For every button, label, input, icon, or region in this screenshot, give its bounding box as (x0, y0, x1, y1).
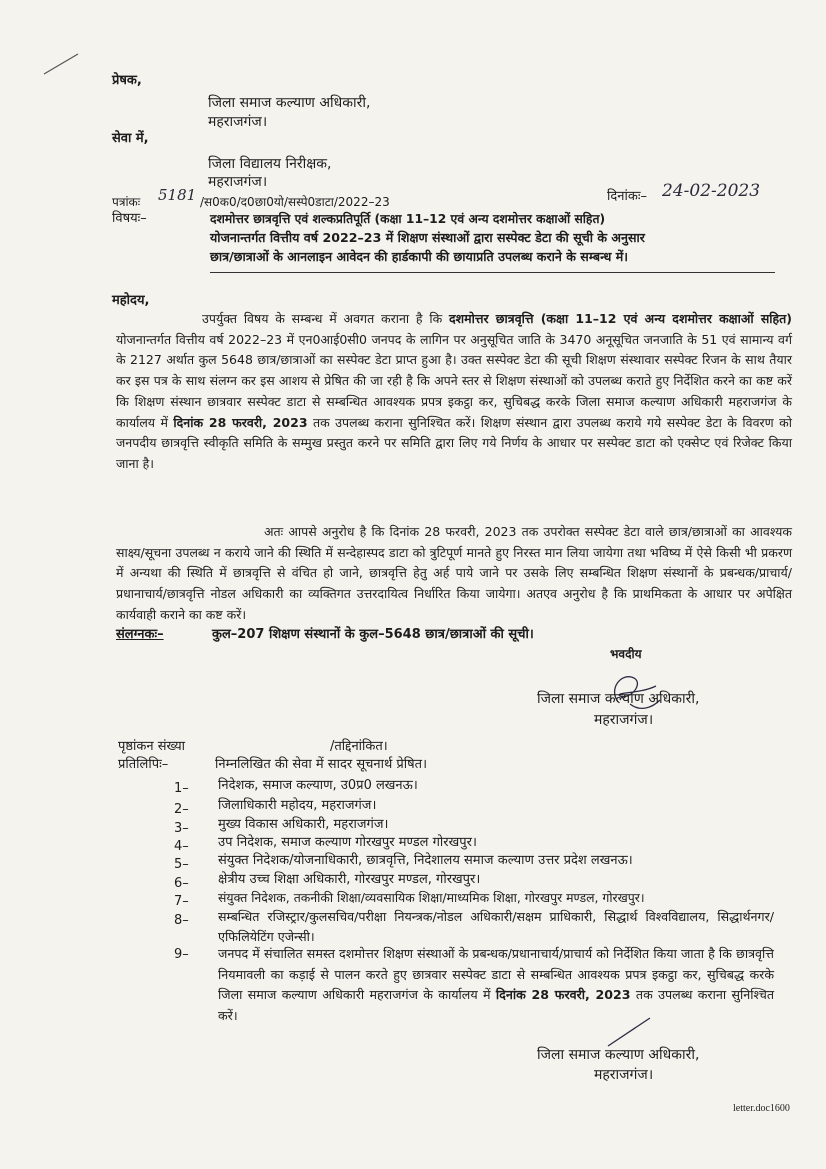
enclosure-label: संलग्नकः– (116, 627, 164, 642)
item-3-text: मुख्य विकास अधिकारी, महराजगंज। (218, 817, 389, 832)
sig2-line1: जिला समाज कल्याण अधिकारी, (537, 1047, 700, 1063)
p1-part-a: उपर्युक्त विषय के सम्बन्ध में अवगत कराना है कि (202, 311, 450, 326)
endorsement-number-label: पृष्ठांकन संख्या (118, 739, 186, 754)
signature-stroke (604, 1014, 654, 1050)
item-6-text: क्षेत्रीय उच्च शिक्षा अधिकारी, गोरखपुर मण्डल, गोरखपुर। (218, 872, 481, 887)
closing: भवदीय (610, 647, 642, 661)
paragraph-1 (116, 309, 792, 475)
subject-line3: छात्र/छात्राओं के आनलाइन आवेदन की हार्डकापी की छायाप्रति उपलब्ध कराने के सम्बन्ध में। (210, 249, 629, 264)
item-5-text: संयुक्त निदेशक/योजनाधिकारी, छात्रवृत्ति, निदेशालय समाज कल्याण उत्तर प्रदेश लखनऊ। (218, 853, 633, 868)
item-3-number: 3– (174, 821, 189, 836)
salutation: महोदय, (112, 293, 150, 308)
sig1-line1: जिला समाज कल्याण अधिकारी, (537, 691, 700, 707)
item-2-text: जिलाधिकारी महोदय, महराजगंज। (218, 798, 377, 813)
item-2-number: 2– (174, 802, 189, 817)
p1-scheme-name: दशमोत्तर छात्रवृत्ति (कक्षा 11–12 एवं अन्य दशमोत्तर कक्षाओं सहित) (449, 311, 792, 326)
sig2-line2: महराजगंज। (594, 1067, 654, 1083)
p1-part-c: योजनान्तर्गत वित्तीय वर्ष 2022–23 में एन0आई0सी0 जनपद के लागिन पर अनुसूचित जाति के 3470 अनूसूचित जनजाति के 51 एवं सामान्य वर्ग के 2127 अर्थात कुल 5648 छात्र/छात्राओं का सस्पेक्ट डेटा प्राप्त हुआ है। उक्त सस्पेक्ट डेटा की सूची शिक्षण संस्थावार सस्पेक्ट रिजन के साथ तैयार कर इस पत्र के साथ संलग्न कर इस आशय से प्रेषित की जा रही है कि अपने स्तर से शिक्षण संस्थाओं को उपलब्ध कराते हुए निर्देशित करने का कष्ट करें कि शिक्षण संस्थान छात्रवार सस्पेक्ट डाटा से सम्बन्धित आवश्यक प्रपत्र इकट्ठा कर, सुचिबद्ध करके जिला समाज कल्याण अधिकारी महराजगंज के कार्यालय में (116, 331, 792, 430)
date-handwritten: 24-02-2023 (662, 181, 761, 201)
copy-label: प्रतिलिपिः– (118, 757, 169, 772)
pen-mark (42, 48, 82, 78)
subject-label: विषयः– (112, 211, 147, 226)
item-9-number: 9– (174, 947, 189, 962)
ref-prefix: पत्रांकः (112, 195, 141, 209)
item-9-part-a: जनपद में संचालित समस्त दशमोत्तर शिक्षण संस्थाओं के प्रबन्धक/प्रधानाचार्य/प्राचार्य को निर्देशित किया जाता है कि छात्रवृत्ति नियमावली का कड़ाई से पालन करते हुए छात्रवार सस्पेक्ट डाटा से सम्बन्धित आवश्यक प्रपत्र इकट्ठा कर, सुचिबद्ध करके जिला समाज कल्याण अधिकारी महराजगंज के कार्यालय में (218, 946, 774, 1002)
date-label: दिनांकः– (607, 189, 647, 204)
footer-filename: letter.doc1600 (733, 1103, 790, 1114)
item-9-text (218, 944, 774, 1026)
item-1-text: निदेशक, समाज कल्याण, उ0प्र0 लखनऊ। (218, 778, 418, 793)
item-7-text: संयुक्त निदेशक, तकनीकी शिक्षा/व्यवसायिक शिक्षा/माध्यमिक शिक्षा, गोरखपुर मण्डल, गोरखपुर। (218, 890, 645, 905)
from-line2: महराजगंज। (208, 114, 268, 130)
paragraph-2 (116, 522, 792, 626)
ref-handwritten: 5181 (158, 186, 197, 204)
p1-deadline: दिनांक 28 फरवरी, 2023 (173, 414, 308, 430)
to-line1: जिला विद्यालय निरीक्षक, (208, 156, 332, 172)
item-8-number: 8– (174, 913, 189, 928)
from-line1: जिला समाज कल्याण अधिकारी, (208, 95, 371, 111)
item-1-number: 1– (174, 781, 189, 796)
item-9-deadline: दिनांक 28 फरवरी, 2023 (495, 987, 631, 1002)
subject-rule (210, 272, 775, 273)
item-9-part-c: तक उपलब्ध कराना सुनिश्चित करें। (218, 987, 774, 1023)
to-line2: महराजगंज। (208, 174, 268, 190)
copy-intro: निम्नलिखित की सेवा में सादर सूचनार्थ प्रेषित। (215, 757, 427, 772)
endorsement-date: /तद्दिनांकित। (330, 739, 388, 754)
item-7-number: 7– (174, 894, 189, 909)
item-6-number: 6– (174, 876, 189, 891)
item-4-number: 4– (174, 839, 189, 854)
item-5-number: 5– (174, 857, 189, 872)
item-4-text: उप निदेशक, समाज कल्याण गोरखपुर मण्डल गोरखपुर। (218, 835, 477, 850)
p2-text: अतः आपसे अनुरोध है कि दिनांक 28 फरवरी, 2023 तक उपरोक्त सस्पेक्ट डेटा वाले छात्र/छात्राओं का आवश्यक साक्ष्य/सूचना उपलब्ध न कराये जाने की स्थिति में सन्देहास्पद डाटा को त्रुटिपूर्ण मानते हुए निरस्त मान लिया जायेगा तथा भविष्य में ऐसे किसी भी प्रकरण में अन्यथा की स्थिति में छात्रवृत्ति से वंचित हो जाने, छात्रवृत्ति हेतु अर्ह पाये जाने पर उसके लिए सम्बन्धित शिक्षण संस्थानों के प्रबन्धक/प्राचार्य/प्रधानाचार्य/छात्रवृत्ति नोडल अधिकारी का व्यक्तिगत उत्तरदायित्व निर्धारित किया जायेगा। अतएव अनुरोध है कि प्राथमिकता के आधार पर अपेक्षित कार्यवाही कराने का कष्ट करें। (116, 524, 792, 622)
enclosure-text: कुल–207 शिक्षण संस्थानों के कुल–5648 छात्र/छात्राओं की सूची। (212, 627, 534, 642)
to-label: सेवा में, (112, 131, 149, 146)
sig1-line2: महराजगंज। (594, 712, 654, 728)
ref-number: /स0क0/द0छा0यो/सस्पे0डाटा/2022–23 (200, 195, 390, 209)
p1-part-e: तक उपलब्ध कराना सुनिश्चित करें। शिक्षण संस्थान द्वारा उपलब्ध कराये गये सस्पेक्ट डेटा के विवरण को जनपदीय छात्रवृत्ति स्वीकृति समिति के सम्मुख प्रस्तुत करने पर समिति द्वारा लिए गये निर्णय के आधार पर सस्पेक्ट डाटा को एक्सेप्ट एवं रिजेक्ट किया जाना है। (116, 414, 792, 471)
item-8-text: सम्बन्धित रजिस्ट्रार/कुलसचिव/परीक्षा नियन्त्रक/नोडल अधिकारी/सक्षम प्राधिकारी, सिद्धार्थ विश्वविद्यालय, सिद्धार्थनगर/एफिलियेटिंग एजेन्सी। (218, 909, 774, 944)
subject-line1: दशमोत्तर छात्रवृत्ति एवं शल्कप्रतिपूर्ति (कक्षा 11–12 एवं अन्य दशमोत्तर कक्षाओं सहित) (210, 212, 606, 226)
subject-line2: योजनान्तर्गत वित्तीय वर्ष 2022–23 में शिक्षण संस्थाओं द्वारा सस्पेक्ट डेटा की सूची के अनुसार (210, 230, 645, 245)
from-label: प्रेषक, (112, 73, 142, 88)
